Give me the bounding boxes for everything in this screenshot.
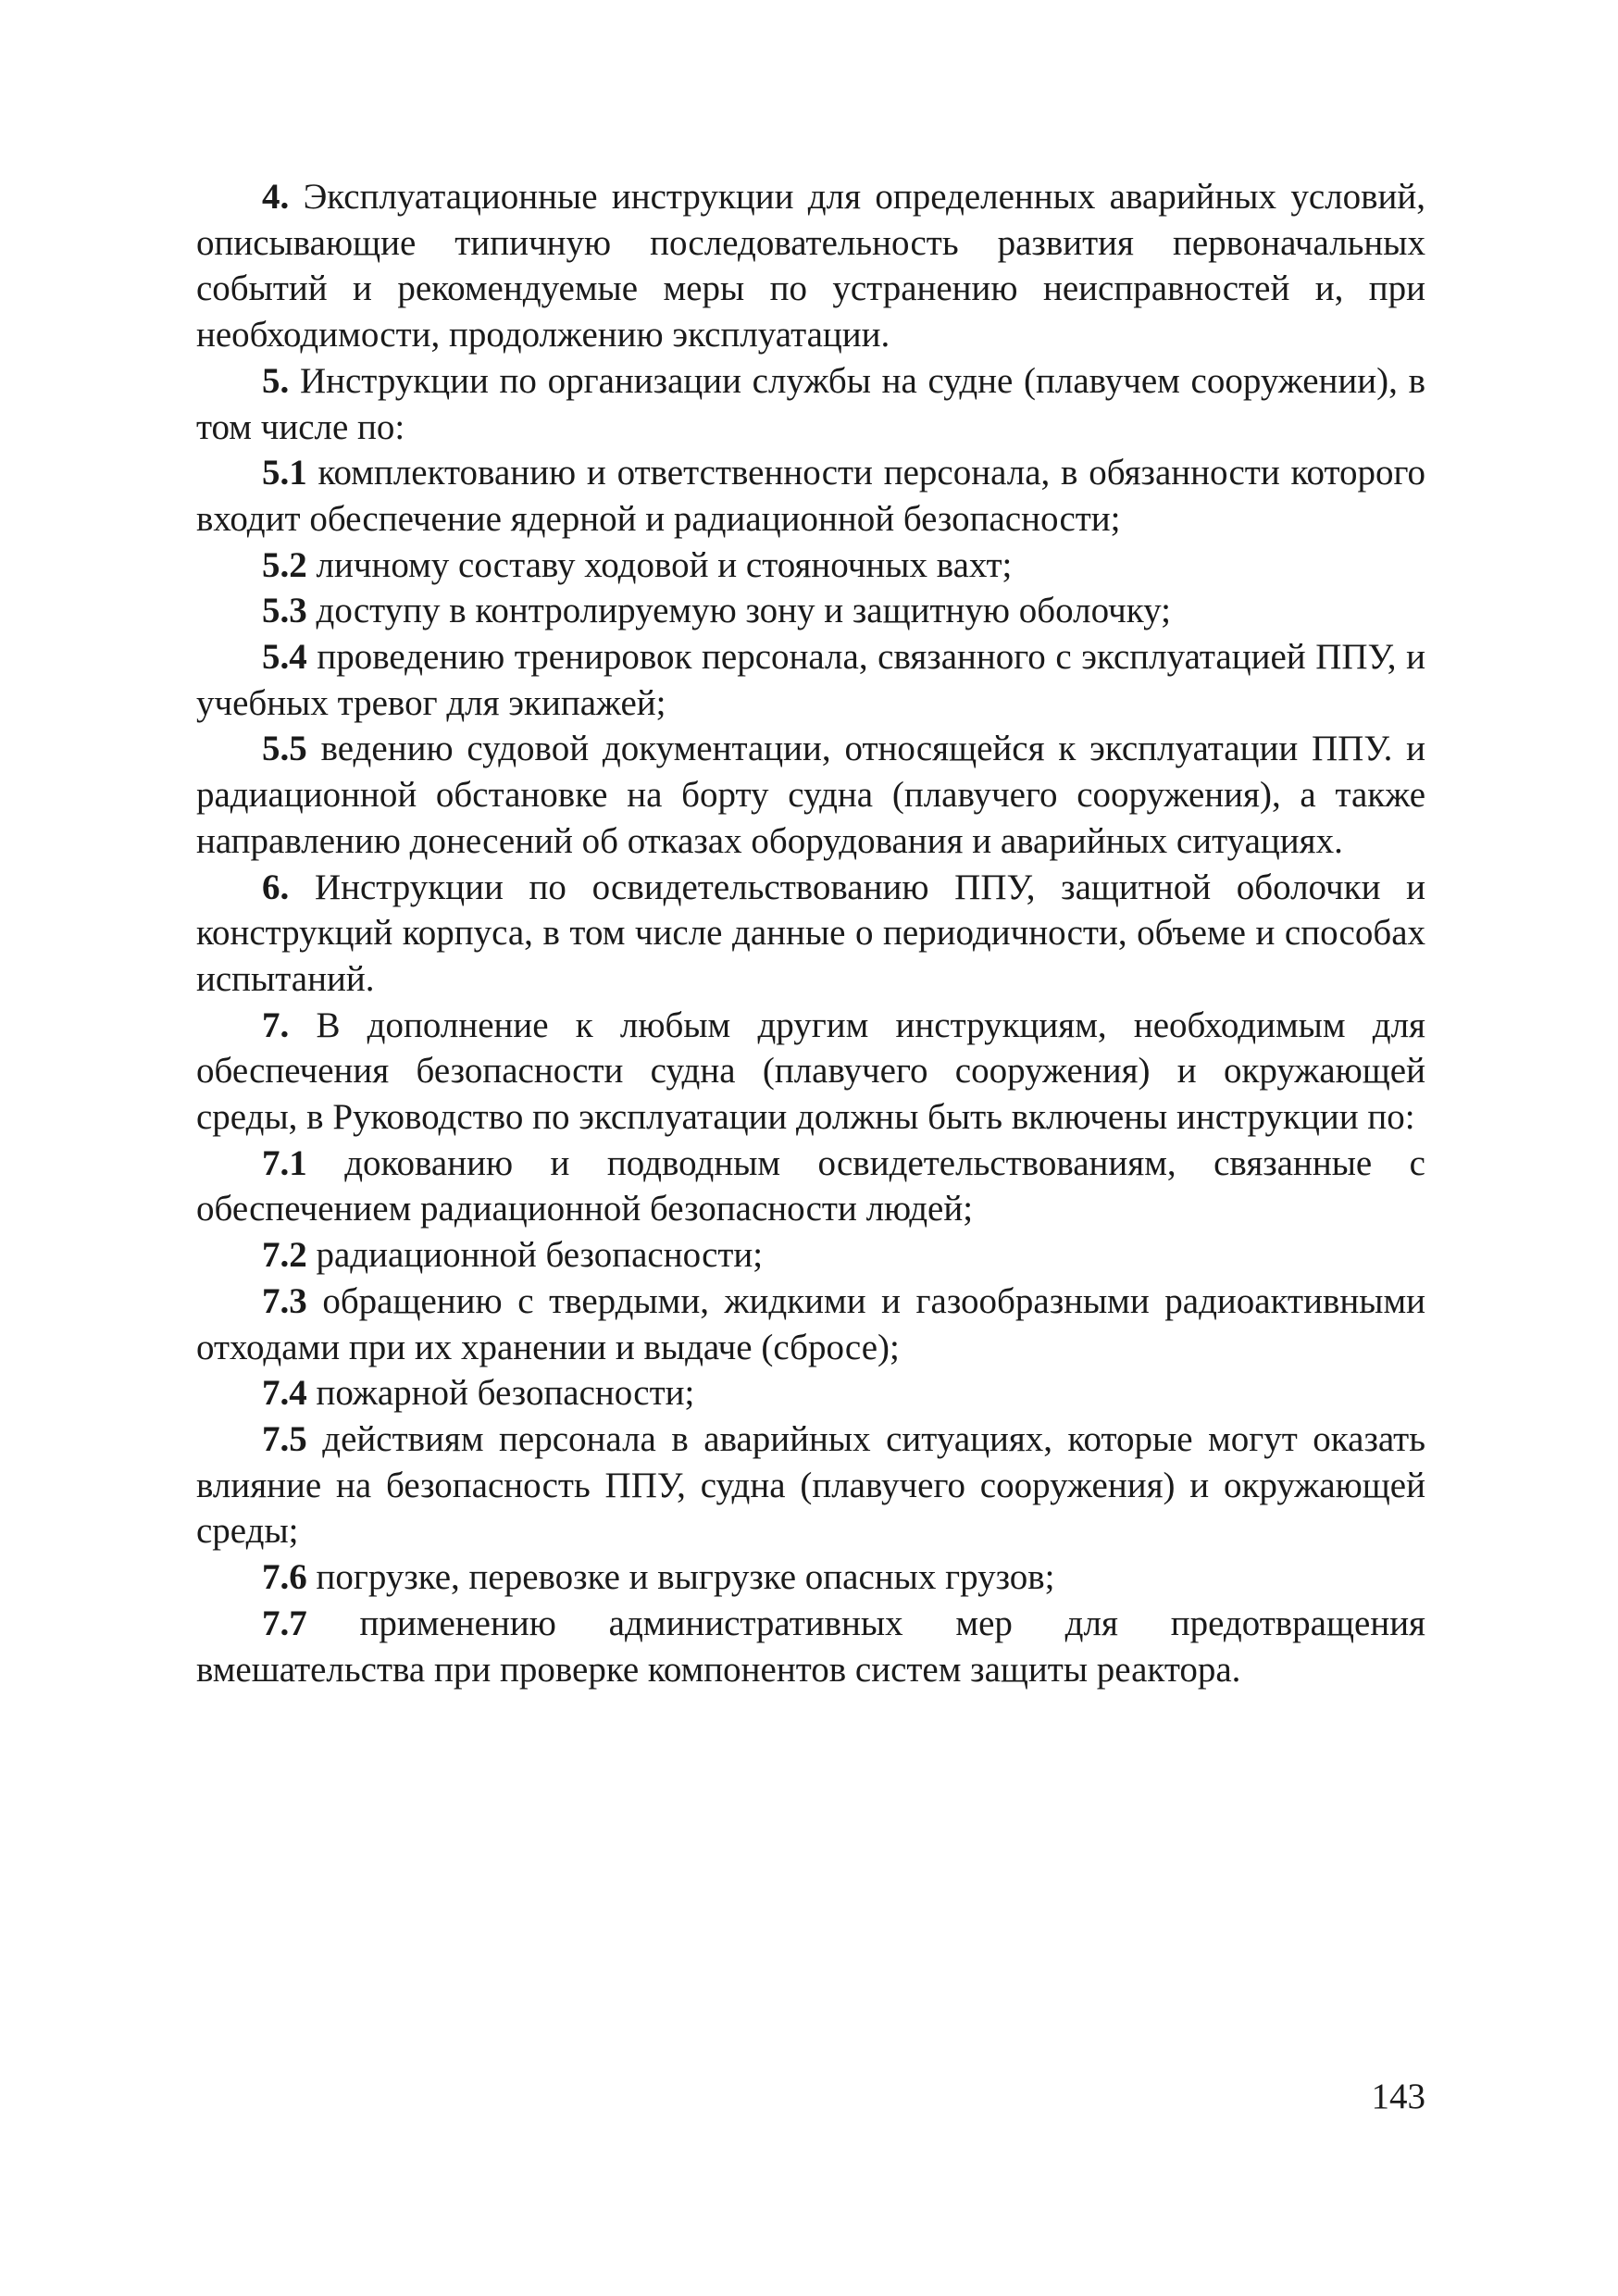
- paragraph-text: Эксплуатационные инструкции для определенных аварийных условий, описывающие типичную последовательность развития первоначальных событий и рекомендуемые меры по устранению неисправностей и, при необходимости, продолжению эксплуатации.: [196, 177, 1425, 356]
- paragraph-number: 5.5: [262, 729, 307, 769]
- paragraph-number: 5.2: [262, 544, 307, 585]
- paragraph-text: В дополнение к любым другим инструкциям, необходимым для обеспечения безопасности судна (плавучего сооружения) и окружающей среды, в Руководство по эксплуатации должны быть включены инструкции по:: [196, 1004, 1425, 1138]
- page-body: [196, 174, 1425, 1692]
- paragraph-5-2: [196, 543, 1425, 589]
- paragraph-text: комплектованию и ответственности персонала, в обязанности которого входит обеспечение ядерной и радиационной безопасности;: [196, 453, 1425, 539]
- paragraph-number: 5.1: [262, 453, 307, 493]
- paragraph-text: применению административных мер для предотвращения вмешательства при проверке компонентов систем защиты реактора.: [196, 1603, 1425, 1690]
- paragraph-number: 7.5: [262, 1418, 307, 1459]
- paragraph-text: Инструкции по организации службы на судне (плавучем сооружении), в том числе по:: [196, 360, 1426, 447]
- paragraph-text: погрузке, перевозке и выгрузке опасных грузов;: [316, 1557, 1055, 1598]
- paragraph-number: 7.4: [262, 1373, 307, 1414]
- paragraph-7-4: [196, 1370, 1425, 1416]
- paragraph-number: 7.3: [262, 1280, 307, 1321]
- paragraph-7-6: [196, 1554, 1425, 1601]
- paragraph-number: 7.1: [262, 1142, 307, 1183]
- paragraph-text: ведению судовой документации, относящейся к эксплуатации ППУ. и радиационной обстановке на борту судна (плавучего сооружения), а также направлению донесений об отказах оборудования и аварийных ситуациях.: [196, 729, 1426, 861]
- paragraph-text: доступу в контролируемую зону и защитную оболочку;: [316, 591, 1171, 631]
- paragraph-text: радиационной безопасности;: [316, 1235, 764, 1276]
- paragraph-text: обращению с твердыми, жидкими и газообразными радиоактивными отходами при их хранении и выдаче (сбросе);: [196, 1280, 1426, 1367]
- paragraph-7-2: [196, 1232, 1425, 1279]
- paragraph-5-5: [196, 726, 1425, 864]
- paragraph-number: 4.: [262, 177, 290, 217]
- paragraph-5-3: [196, 588, 1425, 634]
- paragraph-5-1: [196, 450, 1425, 542]
- paragraph-7-5: [196, 1416, 1425, 1554]
- paragraph-number: 7.: [262, 1004, 290, 1045]
- paragraph-number: 6.: [262, 867, 290, 907]
- paragraph-7-7: [196, 1601, 1425, 1692]
- paragraph-4: [196, 174, 1425, 358]
- paragraph-text: проведению тренировок персонала, связанного с эксплуатацией ППУ, и учебных тревог для экипажей;: [196, 637, 1425, 723]
- page-number: 143: [1371, 2077, 1425, 2116]
- paragraph-6: [196, 865, 1425, 1003]
- paragraph-text: действиям персонала в аварийных ситуациях, которые могут оказать влияние на безопасность ППУ, судна (плавучего сооружения) и окружающей среды;: [196, 1418, 1425, 1552]
- paragraph-text: Инструкции по освидетельствованию ППУ, защитной оболочки и конструкций корпуса, в том числе данные о периодичности, объеме и способах испытаний.: [196, 867, 1426, 999]
- paragraph-5: [196, 358, 1425, 450]
- paragraph-7-1: [196, 1141, 1425, 1232]
- paragraph-number: 7.6: [262, 1557, 307, 1598]
- paragraph-number: 5.3: [262, 591, 307, 631]
- paragraph-number: 5.: [262, 360, 290, 401]
- paragraph-number: 7.7: [262, 1603, 307, 1643]
- paragraph-7: [196, 1003, 1425, 1141]
- paragraph-number: 7.2: [262, 1235, 307, 1276]
- paragraph-7-3: [196, 1279, 1425, 1370]
- paragraph-text: докованию и подводным освидетельствованиям, связанные с обеспечением радиационной безопасности людей;: [196, 1142, 1425, 1229]
- paragraph-number: 5.4: [262, 637, 307, 678]
- paragraph-text: личному составу ходовой и стояночных вахт;: [316, 544, 1013, 585]
- paragraph-text: пожарной безопасности;: [316, 1373, 695, 1414]
- paragraph-5-4: [196, 634, 1425, 726]
